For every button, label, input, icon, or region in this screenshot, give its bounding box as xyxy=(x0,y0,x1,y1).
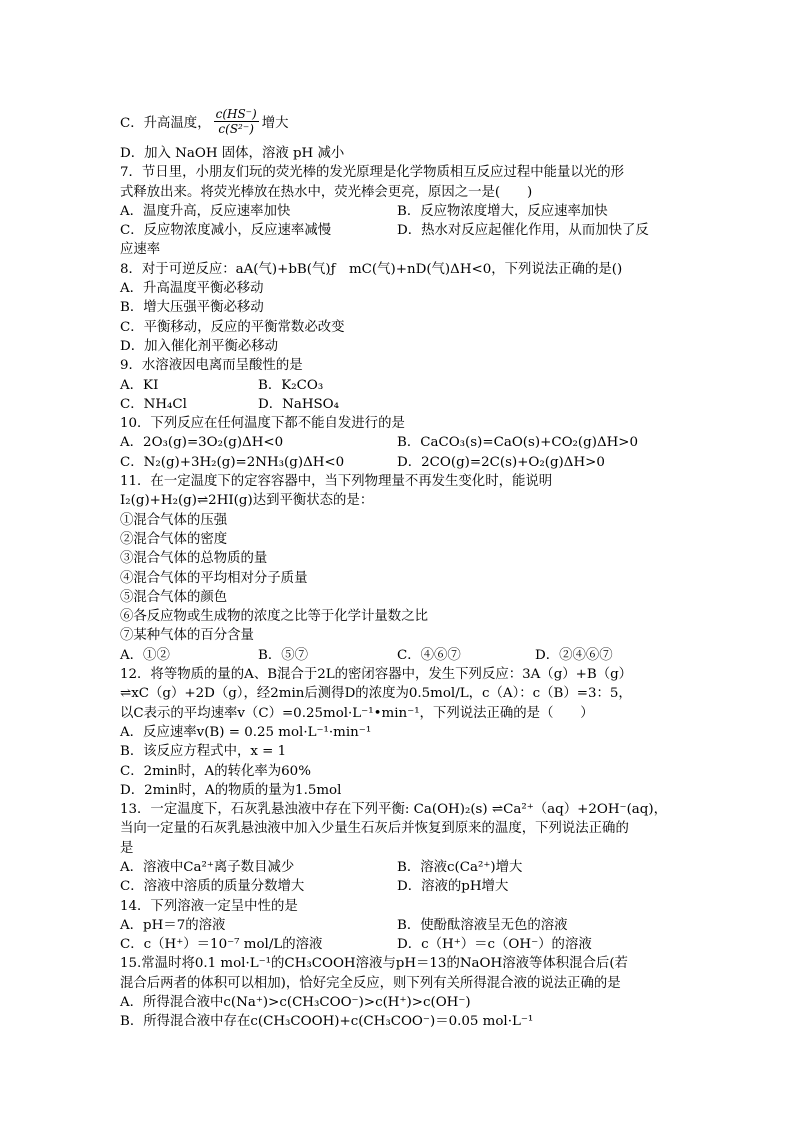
option-c: C．溶液中溶质的质量分数增大 xyxy=(120,879,305,895)
option-d: D．NaHSO₄ xyxy=(258,396,340,412)
question-9-options-cd xyxy=(120,395,680,414)
option-b: B．所得混合液中存在c(CH₃COOH)+c(CH₃COO⁻)＝0.05 mol·L⁻¹ xyxy=(120,1014,534,1030)
option-c: C．2min时，A的转化率为60% xyxy=(120,763,311,779)
question-list xyxy=(120,98,680,1032)
fraction-denominator: c(S²⁻) xyxy=(218,121,254,136)
option-c: C．反应物浓度减小，反应速率减慢 xyxy=(120,223,332,239)
option-a: A．升高温度平衡必移动 xyxy=(120,281,264,297)
option-b: B．K₂CO₃ xyxy=(258,377,324,393)
option-b: B．使酚酞溶液呈无色的溶液 xyxy=(397,917,568,933)
option-d: D．2min时，A的物质的量为1.5mol xyxy=(120,782,342,798)
option-b: B．增大压强平衡必移动 xyxy=(120,300,264,316)
question-15-stem-cont: 混合后两者的体积可以相加)，恰好完全反应，则下列有关所得混合液的说法正确的是 xyxy=(120,975,621,991)
question-11-stem-cont: I₂(g)+H₂(g)⇌2HI(g)达到平衡状态的是： xyxy=(120,493,374,509)
option-text: 增大 xyxy=(261,115,289,131)
option-d: D．溶液的pH增大 xyxy=(397,879,509,895)
question-9-options-ab xyxy=(120,376,680,395)
question-10-stem: 10．下列反应在任何温度下都不能自发进行的是 xyxy=(120,416,405,432)
question-13-stem-cont: 当向一定量的石灰乳悬浊液中加入少量生石灰后并恢复到原来的温度，下列说法正确的 xyxy=(120,821,629,837)
statement-1: ①混合气体的压强 xyxy=(120,512,228,528)
option-a: A．KI xyxy=(120,377,159,393)
fraction xyxy=(214,107,259,136)
question-11-options xyxy=(120,646,680,665)
question-14-options-cd xyxy=(120,935,680,954)
option-b: B．反应物浓度增大，反应速率加快 xyxy=(397,203,608,219)
option-d: D．c（H⁺）＝c（OH⁻）的溶液 xyxy=(397,937,592,953)
question-7-option-d-cont: 应速率 xyxy=(120,242,161,258)
option-text: C．升高温度， xyxy=(120,115,211,131)
question-7-options-cd xyxy=(120,221,680,240)
question-13-stem: 13．一定温度下，石灰乳悬浊液中存在下列平衡: Ca(OH)₂(s) ⇌Ca²⁺（aq）+2OH⁻(aq)， xyxy=(120,802,667,818)
option-c: C．平衡移动，反应的平衡常数必改变 xyxy=(120,319,345,335)
option-b: B．⑤⑦ xyxy=(258,647,309,663)
question-9-stem: 9．水溶液因电离而呈酸性的是 xyxy=(120,358,303,374)
question-7-options-ab xyxy=(120,202,680,221)
question-10-options-cd xyxy=(120,453,680,472)
option-b: B．该反应方程式中，x = 1 xyxy=(120,744,287,760)
question-13-options-cd xyxy=(120,877,680,896)
option-c: C．c（H⁺）＝10⁻⁷ mol/L的溶液 xyxy=(120,937,323,953)
option-b: B．溶液c(Ca²⁺)增大 xyxy=(397,859,523,875)
option-c: C．N₂(g)+3H₂(g)=2NH₃(g)ΔH<0 xyxy=(120,454,345,470)
option-a: A．温度升高，反应速率加快 xyxy=(120,203,291,219)
statement-5: ⑤混合气体的颜色 xyxy=(120,589,228,605)
option-a: A．pH＝7的溶液 xyxy=(120,917,226,933)
option-c: C．NH₄Cl xyxy=(120,396,187,412)
option-a: A．溶液中Ca²⁺离子数目减少 xyxy=(120,859,295,875)
statement-6: ⑥各反应物或生成物的浓度之比等于化学计量数之比 xyxy=(120,609,428,625)
question-8-stem: 8．对于可逆反应：aA(气)+bB(气)ƒ mC(气)+nD(气)ΔH<0，下列说法正确的是() xyxy=(120,261,623,277)
question-12-stem-cont: ⇌xC（g）+2D（g），经2min后测得D的浓度为0.5mol/L，c（A）：c（B）=3：5， xyxy=(120,686,632,702)
question-14-stem: 14．下列溶液一定呈中性的是 xyxy=(120,898,298,914)
option-b: B．CaCO₃(s)=CaO(s)+CO₂(g)ΔH>0 xyxy=(397,435,639,451)
option-c: C．④⑥⑦ xyxy=(397,647,461,663)
option-a: A．①② xyxy=(120,647,170,663)
option-a: A．所得混合液中c(Na⁺)>c(CH₃COO⁻)>c(H⁺)>c(OH⁻) xyxy=(120,995,471,1011)
question-14-options-ab xyxy=(120,916,680,935)
option-d: D．②④⑥⑦ xyxy=(535,647,613,663)
option-d: D．热水对反应起催化作用，从而加快了反 xyxy=(397,223,649,239)
option-d: D．加入 NaOH 固体，溶液 pH 减小 xyxy=(120,146,345,161)
question-15-stem: 15.常温时将0.1 mol·L⁻¹的CH₃COOH溶液与pH＝13的NaOH溶液等体积混合后(若 xyxy=(120,956,628,972)
question-7-stem: 7．节日里，小朋友们玩的荧光棒的发光原理是化学物质相互反应过程中能量以光的形 xyxy=(120,165,624,181)
statement-2: ②混合气体的密度 xyxy=(120,531,228,547)
question-13-stem-cont: 是 xyxy=(120,840,134,856)
question-12-stem-cont: 以C表示的平均速率v（C）=0.25mol·L⁻¹•min⁻¹，下列说法正确的是（ ） xyxy=(120,705,594,721)
statement-7: ⑦某种气体的百分含量 xyxy=(120,628,254,644)
statement-4: ④混合气体的平均相对分子质量 xyxy=(120,570,308,586)
option-a: A．反应速率v(B) = 0.25 mol·L⁻¹·min⁻¹ xyxy=(120,724,372,740)
option-a: A．2O₃(g)=3O₂(g)ΔH<0 xyxy=(120,435,284,451)
statement-3: ③混合气体的总物质的量 xyxy=(120,551,268,567)
option-d: D．2CO(g)=2C(s)+O₂(g)ΔH>0 xyxy=(397,454,605,470)
question-10-options-ab xyxy=(120,433,680,452)
option-d: D．加入催化剂平衡必移动 xyxy=(120,338,279,354)
question-13-options-ab xyxy=(120,858,680,877)
question-7-stem-cont: 式释放出来。将荧光棒放在热水中，荧光棒会更亮，原因之一是( ) xyxy=(120,184,533,200)
fraction-numerator: c(HS⁻) xyxy=(215,106,257,121)
option-c-fraction xyxy=(120,98,680,144)
question-11-stem: 11．在一定温度下的定容容器中，当下列物理量不再发生变化时，能说明 xyxy=(120,474,553,490)
question-12-stem: 12．将等物质的量的A、B混合于2L的密闭容器中，发生下列反应：3A（g）+B（g） xyxy=(120,667,633,683)
